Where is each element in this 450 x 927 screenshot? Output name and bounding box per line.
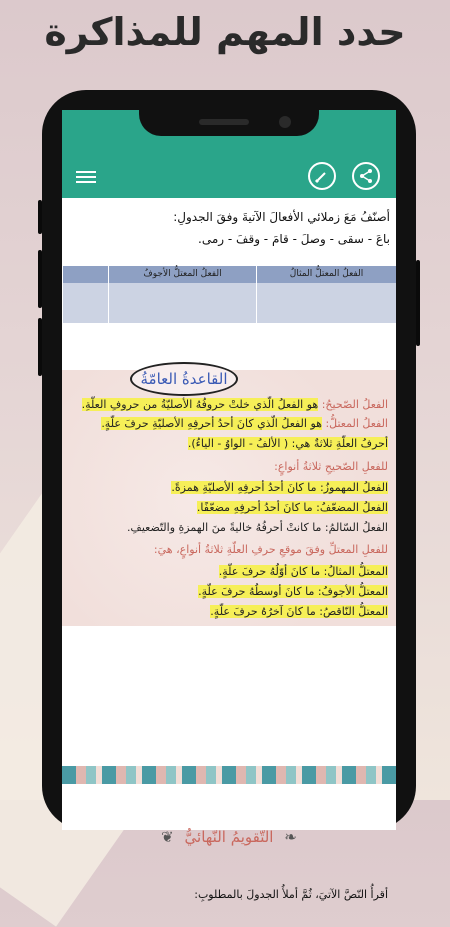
rule-sahih-label: الفعلُ الصّحيحُ:: [321, 398, 388, 411]
power-button: [416, 260, 420, 346]
rule-salim: [127, 521, 388, 534]
rule-sahih-types: للفعلِ الصّحيحِ ثلاثةُ أنواعٍ:: [274, 460, 388, 473]
rule-mithal: [219, 565, 388, 578]
share-icon[interactable]: [352, 162, 380, 190]
rule-illa-text: أحرفُ العلّةِ ثلاثةٌ هي: ( الألفُ - الواوُ - الياءُ).: [187, 437, 388, 450]
instruction-line-1: أصنّفُ مَعَ زملائي الأفعالَ الآتيةَ وفقَ الجدولِ:: [173, 210, 390, 224]
app-screen: [62, 110, 396, 901]
table-header-ajwaf: الفعلُ المعتلُّ الأجوفُ: [108, 266, 256, 283]
rule-mutal-text: هو الفعلُ الّذي كانَ أحدُ أحرفِهِ الأصليّةِ حرفَ علّةٍ.: [101, 417, 322, 430]
rule-sahih-text: هو الفعلُ الّذي خلتْ حروفُهُ الأصليّةُ من حروفِ العلّةِ.: [81, 398, 319, 411]
rule-mahmuz-text: الفعلُ المهموزُ: ما كانَ أحدُ أحرفِهِ الأصليّةِ همزةً.: [171, 481, 388, 494]
final-instruction: أقرأُ النّصَّ الآتيَ، ثُمَّ أملأُ الجدولَ بالمطلوبِ:: [194, 888, 388, 901]
rule-naqis: [210, 605, 388, 618]
rule-mudaaf-text: الفعلُ المضعّفُ: ما كانَ أحدُ أحرفِهِ مضعّفًا.: [196, 501, 388, 514]
rule-illa-letters: [188, 437, 388, 450]
table-header-row: [62, 266, 396, 283]
phone-notch: [139, 110, 319, 136]
table-header-mithal: الفعلُ المعتلُّ المثالُ: [256, 266, 396, 283]
rule-ajwaf-text: المعتلُّ الأجوفُ: ما كانَ أوسطُهُ حرفَ علّةٍ.: [198, 585, 388, 598]
volume-down-button: [38, 318, 42, 376]
instruction-text: [66, 206, 390, 250]
final-evaluation-heading: [62, 828, 396, 846]
phone-frame: [42, 90, 416, 901]
rule-mutal-types: للفعلِ المعتلِّ وفقَ موقعِ حرفِ العلّةِ ثلاثةُ أنواعٍ، هيَ:: [153, 543, 388, 556]
table-header-empty: [62, 266, 108, 283]
table-cell: [108, 283, 256, 323]
speaker-grille: [199, 119, 249, 125]
classification-table: [62, 266, 396, 323]
mute-switch: [38, 200, 42, 234]
rule-ajwaf: [198, 585, 388, 598]
decorative-pattern-strip: [62, 766, 396, 784]
rule-title: القاعدةُ العامّةُ: [130, 362, 238, 396]
rule-mutal-label: الفعلُ المعتلُّ:: [325, 417, 388, 430]
rule-mahmuz: [171, 481, 388, 494]
promo-title: حدد المهم للمذاكرة: [44, 10, 406, 54]
menu-icon[interactable]: [76, 168, 96, 184]
document-page[interactable]: [62, 198, 396, 901]
leaf-ornament-icon: ❦: [161, 828, 174, 846]
rule-mudaaf: [197, 501, 388, 514]
rule-salim-text: الفعلُ السّالمُ: ما كانتْ أحرفُهُ خاليةً منَ الهمزةِ والتّضعيفِ.: [126, 521, 388, 534]
rule-mithal-text: المعتلُّ المثالُ: ما كانَ أوّلُهُ حرفَ علّةٍ.: [218, 565, 388, 578]
camera-icon: [279, 116, 291, 128]
rule-naqis-text: المعتلُّ النّاقصُ: ما كانَ آخرُهُ حرفَ علّةٍ.: [210, 605, 388, 618]
leaf-ornament-icon: ❧: [284, 828, 297, 846]
final-evaluation-title: التّقويمُ النّهائيُّ: [184, 828, 274, 846]
brush-icon[interactable]: [308, 162, 336, 190]
table-row: [62, 283, 396, 323]
rule-mutal: [101, 417, 388, 430]
rule-sahih: [82, 398, 388, 411]
volume-up-button: [38, 250, 42, 308]
instruction-line-2: باعَ - سقى - وصلَ - قامَ - وقفَ - رمى.: [198, 232, 390, 246]
table-cell: [62, 283, 108, 323]
table-cell: [256, 283, 396, 323]
